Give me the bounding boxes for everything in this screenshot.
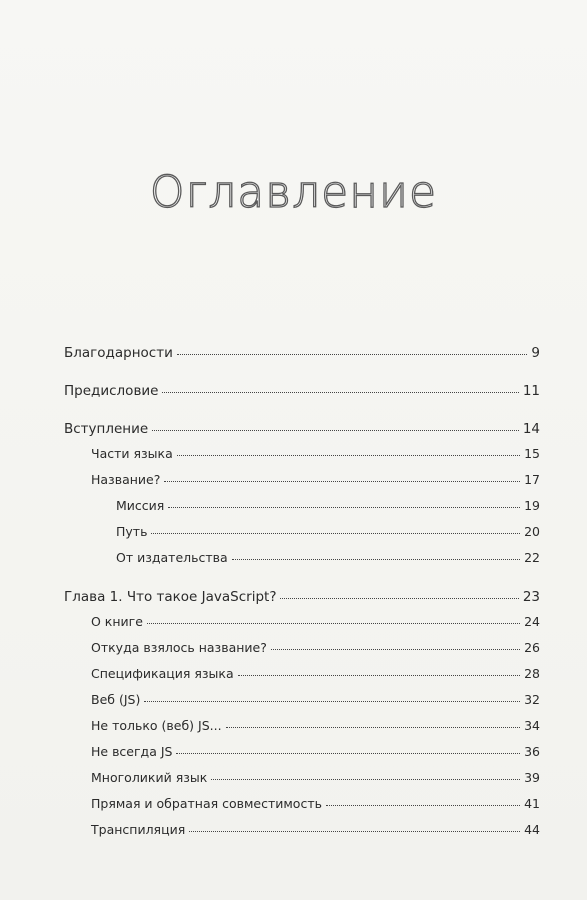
- toc-entry: [64, 419, 540, 445]
- toc-entry-label: Миссия: [116, 497, 165, 513]
- toc-entry-page: 24: [524, 613, 540, 629]
- toc-entry: [64, 471, 540, 497]
- toc-entry: [64, 821, 540, 847]
- toc-entry-label: О книге: [91, 613, 143, 629]
- toc-entry: [64, 445, 540, 471]
- toc-entry: [64, 691, 540, 717]
- toc-entry-page: 15: [524, 445, 540, 461]
- toc-leader-dots: [280, 587, 518, 601]
- table-of-contents: [64, 343, 540, 847]
- toc-leader-dots: [151, 523, 520, 536]
- toc-leader-dots: [152, 419, 519, 433]
- toc-entry-page: 41: [524, 795, 540, 811]
- toc-entry-label: Предисловие: [64, 382, 159, 399]
- toc-entry-label: Откуда взялось название?: [91, 639, 267, 655]
- toc-leader-dots: [226, 717, 521, 730]
- toc-entry: [64, 549, 540, 575]
- toc-leader-dots: [232, 549, 520, 562]
- toc-entry-page: 14: [522, 420, 540, 437]
- toc-entry-label: Транспиляция: [91, 821, 186, 837]
- toc-entry-label: Вступление: [64, 420, 149, 437]
- toc-leader-dots: [176, 743, 520, 756]
- toc-entry-page: 39: [524, 769, 540, 785]
- toc-leader-dots: [211, 769, 520, 782]
- toc-entry-label: Прямая и обратная совместимость: [91, 795, 322, 811]
- toc-leader-dots: [168, 497, 520, 510]
- toc-entry-page: 20: [524, 523, 540, 539]
- toc-entry-page: 9: [531, 344, 540, 361]
- toc-entry: [64, 769, 540, 795]
- toc-entry: [64, 613, 540, 639]
- toc-leader-dots: [177, 343, 528, 357]
- toc-leader-dots: [164, 471, 520, 484]
- toc-entry-page: 32: [524, 691, 540, 707]
- toc-entry-label: Благодарности: [64, 344, 173, 361]
- toc-entry-label: Спецификация языка: [91, 665, 234, 681]
- toc-entry: [64, 497, 540, 523]
- toc-leader-dots: [238, 665, 520, 678]
- toc-entry-page: 19: [524, 497, 540, 513]
- toc-entry-page: 36: [524, 743, 540, 759]
- toc-entry-page: 11: [522, 382, 540, 399]
- toc-entry-page: 17: [524, 471, 540, 487]
- toc-leader-dots: [271, 639, 520, 652]
- toc-entry-page: 34: [524, 717, 540, 733]
- toc-entry-label: Веб (JS): [91, 691, 141, 707]
- toc-entry-label: Многоликий язык: [91, 769, 208, 785]
- toc-entry-label: Не только (веб) JS...: [91, 717, 222, 733]
- toc-entry: [64, 381, 540, 407]
- toc-entry-label: Путь: [116, 523, 148, 539]
- toc-leader-dots: [326, 795, 520, 808]
- toc-entry-page: 28: [524, 665, 540, 681]
- toc-entry: [64, 587, 540, 613]
- toc-entry-page: 22: [524, 549, 540, 565]
- page-title: Оглавление: [149, 167, 438, 218]
- toc-leader-dots: [189, 821, 520, 834]
- toc-entry-label: Название?: [91, 471, 161, 487]
- toc-entry-page: 23: [522, 588, 540, 605]
- toc-entry-label: Части языка: [91, 445, 173, 461]
- toc-entry: [64, 523, 540, 549]
- toc-leader-dots: [147, 613, 520, 626]
- toc-entry: [64, 665, 540, 691]
- toc-entry: [64, 639, 540, 665]
- toc-leader-dots: [162, 381, 518, 395]
- toc-entry: [64, 717, 540, 743]
- toc-entry: [64, 343, 540, 369]
- toc-leader-dots: [144, 691, 520, 704]
- toc-leader-dots: [177, 445, 520, 458]
- toc-entry: [64, 743, 540, 769]
- toc-entry-label: От издательства: [116, 549, 228, 565]
- toc-entry-page: 44: [524, 821, 540, 837]
- toc-entry-page: 26: [524, 639, 540, 655]
- toc-entry-label: Глава 1. Что такое JavaScript?: [64, 588, 277, 605]
- toc-entry: [64, 795, 540, 821]
- toc-entry-label: Не всегда JS: [91, 743, 173, 759]
